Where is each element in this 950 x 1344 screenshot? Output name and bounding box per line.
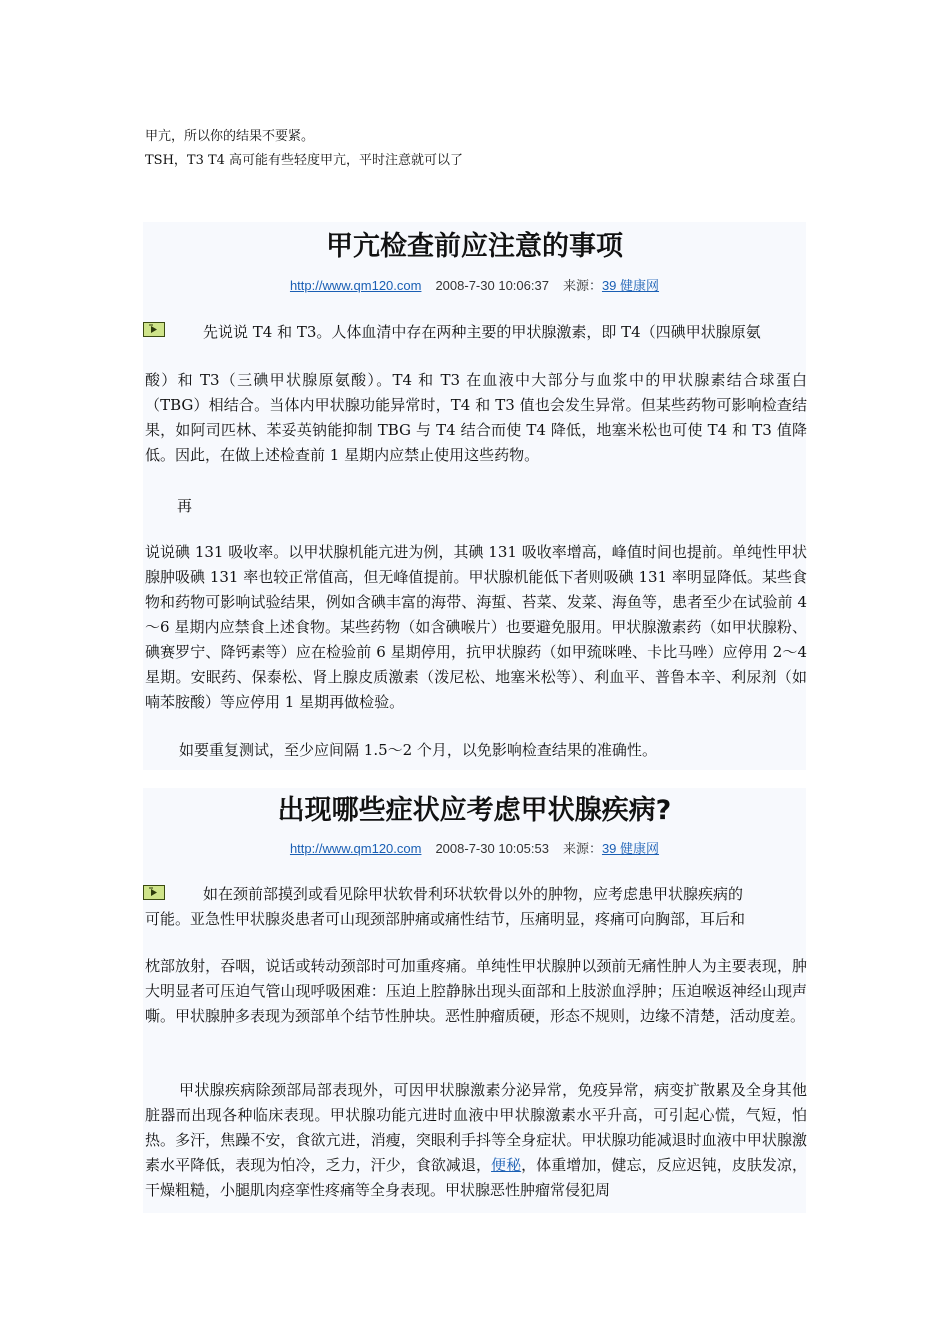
article-2-title: 出现哪些症状应考虑甲状腺疾病? bbox=[277, 795, 672, 826]
article-1-p2-first-line: 再 bbox=[177, 497, 193, 515]
constipation-link[interactable]: 便秘 bbox=[491, 1156, 522, 1174]
article-2-source-link[interactable]: 39 健康网 bbox=[601, 841, 660, 856]
article-1-p2: 说说碘 131 吸收率。以甲状腺机能亢进为例，其碘 131 吸收率增高，峰值时间也提前。单纯性甲状腺肿吸碘 131 率也较正常值高，但无峰值提前。甲状腺机能低下者则吸碘 131 率明显降低。某些食物和药物可影响试验结果，例如含碘丰富的海带、海蜇、苔菜、发菜、海鱼等，患者至少在试验前 4～6 星期内应禁食上述食物。某些药物（如含碘喉片）也要避免服用。甲状腺激素药（如甲状腺粉、碘赛罗宁、降钙素等）应在检验前 6 星期停用，抗甲状腺药（如甲巯咪唑、卡比马唑）应停用 2～4 星期。安眠药、保泰松、肾上腺皮质激素（泼尼松、地塞米松等）、利血平、普鲁本辛、利尿剂（如喃苯胺酸）等应停用 1 星期再做检验。 bbox=[145, 543, 807, 711]
intro-line-2: TSH，T3 T4 高可能有些轻度甲亢，平时注意就可以了 bbox=[145, 153, 464, 168]
article-2-p2-text-a: 甲状腺疾病除颈部局部表现外，可因甲状腺激素分泌异常，免疫异常，病变扩散累及全身其他脏器而出现各种临床表现。甲状腺功能亢进时血液中甲状腺激素水平升高，可引起心慌，气短，怕热。多汗，焦躁不安，食欲亢进，消瘦，突眼利手抖等全身症状。甲状腺功能减退时血液中甲状腺激素水平降低，表现为怕冷，乏力，汗少，食欲减退， bbox=[145, 1081, 807, 1174]
article-2-meta bbox=[143, 840, 806, 858]
article-1-p1: 酸）和 T3（三碘甲状腺原氨酸）。T4 和 T3 在血液中大部分与血浆中的甲状腺素结合球蛋白（TBG）相结合。当体内甲状腺功能异常时，T4 和 T3 值也会发生异常。但某些药物可影响检查结果，如阿司匹林、苯妥英钠能抑制 TBG 与 T4 结合而使 T4 降低，地塞米松也可使 T4 和 T3 值降低。因此，在做上述检查前 1 星期内应禁止使用这些药物。 bbox=[145, 371, 807, 464]
pencil-icon bbox=[143, 322, 165, 337]
article-1-source-link[interactable]: 39 健康网 bbox=[601, 278, 660, 293]
article-2-p1-first-line: 如在颈前部摸刭或看见除甲状软骨利环状软骨以外的肿物，应考虑患甲状腺疾病的 bbox=[203, 885, 744, 903]
article-1-date: 2008-7-30 10:06:37 bbox=[435, 278, 549, 293]
article-1 bbox=[143, 222, 806, 770]
article-1-title: 甲亢检查前应注意的事项 bbox=[326, 231, 623, 262]
article-1-source-label: 来源： bbox=[562, 278, 602, 293]
article-2-source-label: 来源： bbox=[562, 841, 602, 856]
article-2-p1: 枕部放射，吞咽，说话或转动颈部时可加重疼痛。单纯性甲状腺肿以颈前无痛性肿人为主要表现，肿大明显者可压迫气管山现呼吸困难：压迫上腔静脉出现头面部和上肢淤血浮肿；压迫喉返神经山现声嘶。甲状腺肿多表现为颈部单个结节性肿块。恶性肿瘤质硬，形态不规则，边缘不清楚，活动度差。 bbox=[145, 957, 807, 1025]
article-2-date: 2008-7-30 10:05:53 bbox=[435, 841, 549, 856]
article-1-p3: 如要重复测试，至少应间隔 1.5～2 个月，以免影响检查结果的准确性。 bbox=[179, 741, 657, 759]
article-2 bbox=[143, 788, 806, 1213]
article-2-p1-second-line: 可能。亚急性甲状腺炎患者可山现颈部肿痛或痛性结节，压痛明显，疼痛可向胸部，耳后和 bbox=[145, 910, 746, 928]
intro-line-1: 甲亢，所以你的结果不要紧。 bbox=[145, 129, 315, 144]
article-1-url-link[interactable]: http://www.qm120.com bbox=[289, 278, 422, 293]
article-1-p1-first-line: 先说说 T4 和 T3。人体血清中存在两种主要的甲状腺激素，即 T4（四碘甲状腺原氨 bbox=[203, 323, 761, 341]
article-1-meta bbox=[143, 277, 806, 295]
article-2-p2 bbox=[145, 1078, 807, 1203]
article-2-url-link[interactable]: http://www.qm120.com bbox=[289, 841, 422, 856]
pencil-icon bbox=[143, 885, 165, 900]
article-2-p2-text-b: ，体重增加，健忘，反应迟钝，皮肤发凉，干燥粗糙，小腿肌肉痉挛性疼痛等全身表现。甲状腺恶性肿瘤常侵犯周 bbox=[145, 1156, 807, 1199]
